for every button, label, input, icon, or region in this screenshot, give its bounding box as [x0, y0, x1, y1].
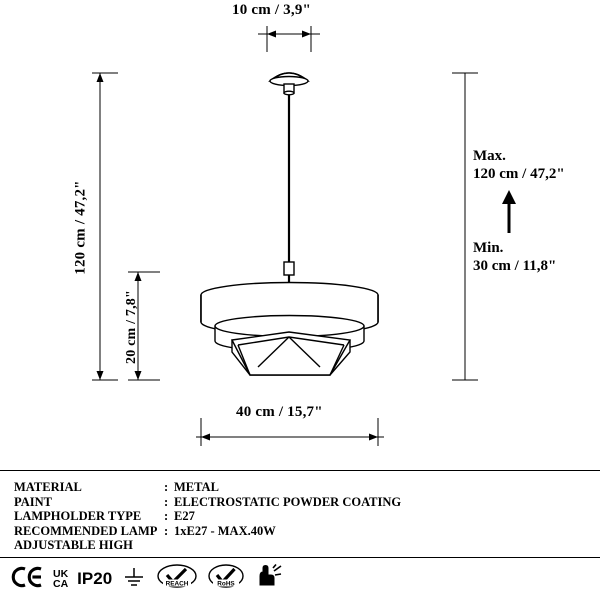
spec-key: RECOMMENDED LAMP	[14, 523, 158, 538]
lamp-illustration	[270, 73, 308, 288]
spec-value: E27	[174, 509, 195, 523]
spec-separator: :	[164, 480, 169, 494]
rohs-badge	[207, 564, 245, 595]
spec-value: ELECTROSTATIC POWDER COATING	[174, 494, 402, 509]
lamp-shade-lower-cone	[232, 332, 350, 375]
svg-text:REACH: REACH	[165, 579, 189, 587]
ce-icon-svg	[10, 566, 44, 588]
top-width-label: 10 cm / 3,9"	[232, 2, 312, 18]
adjustable-range-axis	[452, 73, 478, 380]
spec-key: MATERIAL	[14, 480, 82, 494]
svg-text:RoHS: RoHS	[217, 579, 235, 587]
specifications-list	[14, 480, 401, 553]
ip-rating-label: IP20	[77, 569, 113, 588]
spec-row	[14, 480, 401, 495]
reach-badge	[156, 564, 198, 595]
reach-badge-svg	[156, 564, 198, 590]
spec-key: ADJUSTABLE HIGH	[14, 538, 133, 552]
adjust-up-arrow	[502, 190, 516, 233]
top-width-dimension	[258, 26, 320, 52]
spec-row	[14, 538, 401, 553]
earth-ground-icon-svg	[121, 565, 147, 589]
ukca-line1: UK	[53, 567, 69, 580]
total-height-label: 120 cm / 47,2"	[72, 180, 89, 275]
spec-key: PAINT	[14, 494, 52, 509]
spec-separator: :	[164, 494, 169, 509]
spec-value: METAL	[174, 480, 219, 494]
min-label-line1: Min.	[473, 240, 504, 256]
specs-top-divider	[0, 470, 600, 471]
ukca-line2: CA	[53, 578, 69, 590]
bottom-width-label: 40 cm / 15,7"	[236, 404, 323, 420]
total-height-dimension	[92, 73, 118, 380]
spec-row	[14, 509, 401, 524]
ukca-mark	[53, 569, 68, 590]
do-not-touch-icon	[254, 564, 282, 595]
max-height-label	[473, 147, 565, 183]
do-not-touch-icon-svg	[254, 564, 282, 590]
min-height-label	[473, 239, 556, 275]
max-label-line2: 120 cm / 47,2"	[473, 166, 565, 182]
rohs-badge-svg	[207, 564, 245, 590]
bottom-width-dimension	[196, 418, 384, 446]
spec-key: LAMPHOLDER TYPE	[14, 509, 142, 523]
certification-badges	[10, 562, 282, 596]
spec-row	[14, 524, 401, 539]
spec-separator	[164, 538, 174, 553]
min-label-line2: 30 cm / 11,8"	[473, 258, 557, 274]
badges-top-divider	[0, 557, 600, 558]
spec-separator: :	[164, 523, 169, 538]
shade-height-label: 20 cm / 7,8"	[124, 290, 139, 364]
earth-ground-icon	[121, 565, 147, 594]
spec-row	[14, 495, 401, 510]
spec-value	[174, 538, 401, 553]
spec-value: 1xE27 - MAX.40W	[174, 523, 276, 538]
ce-mark-icon	[10, 566, 44, 593]
max-label-line1: Max.	[473, 148, 506, 164]
spec-separator: :	[164, 509, 169, 523]
